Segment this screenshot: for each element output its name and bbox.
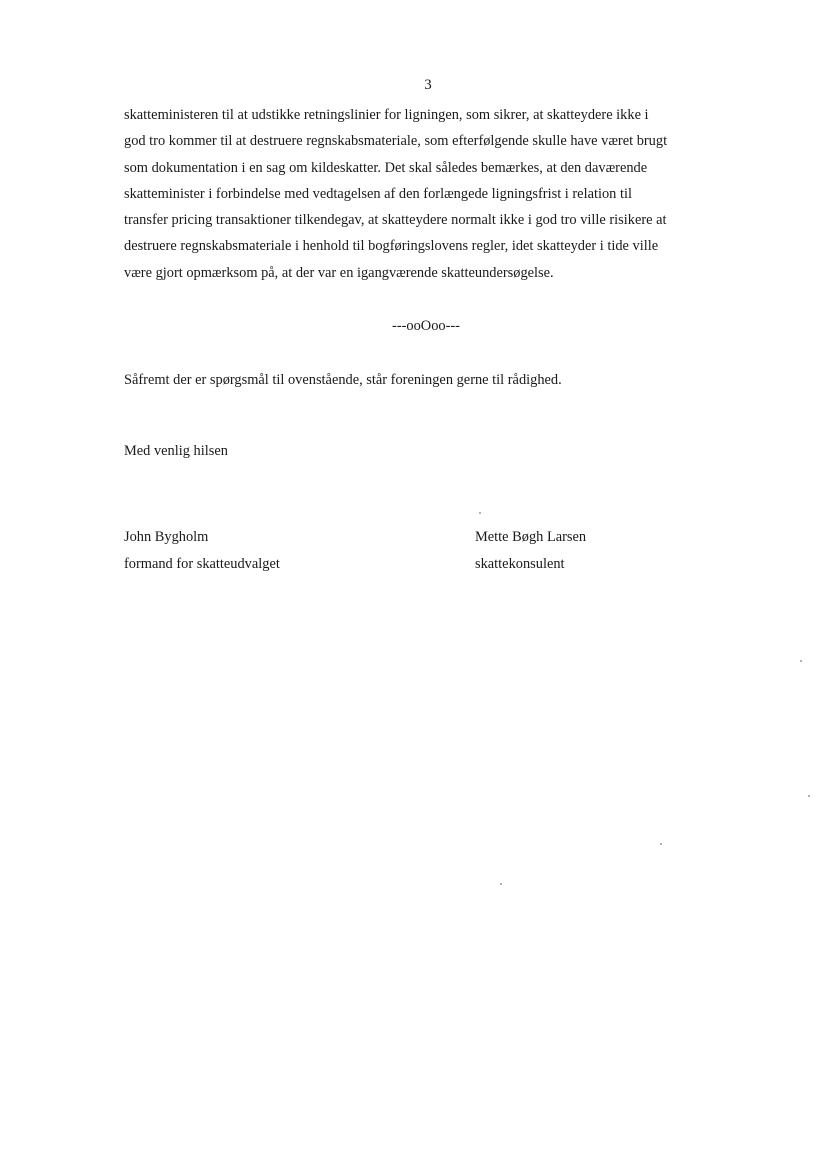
signature-left: [124, 524, 280, 578]
page-number: 3: [424, 77, 432, 93]
scan-speck: [660, 843, 662, 845]
signatory-name: John Bygholm: [124, 529, 209, 545]
section-separator: ---ooOoo---: [392, 318, 460, 334]
body-line: være gjort opmærksom på, at der var en igangværende skatteundersøgelse.: [124, 264, 554, 281]
scan-speck: [500, 883, 502, 885]
body-line: som dokumentation i en sag om kildeskatter. Det skal således bemærkes, at den daværende: [124, 159, 648, 176]
body-line: transfer pricing transaktioner tilkendegav, at skatteydere normalt ikke i god tro ville risikere at: [124, 212, 667, 229]
signatory-title: formand for skatteudvalget: [124, 556, 280, 572]
scan-speck: [479, 512, 481, 514]
scan-speck: [808, 795, 810, 797]
body-line: skatteminister i forbindelse med vedtagelsen af den forlængede ligningsfrist i relation til: [124, 185, 632, 202]
scan-speck: [800, 660, 802, 662]
signatory-name: Mette Bøgh Larsen: [475, 529, 587, 545]
signature-right: [475, 524, 586, 578]
closing-salutation: Med venlig hilsen: [124, 443, 228, 459]
body-line: god tro kommer til at destruere regnskabsmateriale, som efterfølgende skulle have været brugt: [124, 133, 668, 150]
body-line: skatteministeren til at udstikke retningslinier for ligningen, som sikrer, at skatteydere ikke i: [124, 107, 649, 123]
body-paragraph: [124, 102, 744, 286]
questions-line: Såfremt der er spørgsmål til ovenstående, står foreningen gerne til rådighed.: [124, 372, 562, 388]
signatory-title: skattekonsulent: [475, 556, 565, 572]
body-line: destruere regnskabsmateriale i henhold til bogføringslovens regler, idet skatteyder i tide ville: [124, 238, 659, 255]
